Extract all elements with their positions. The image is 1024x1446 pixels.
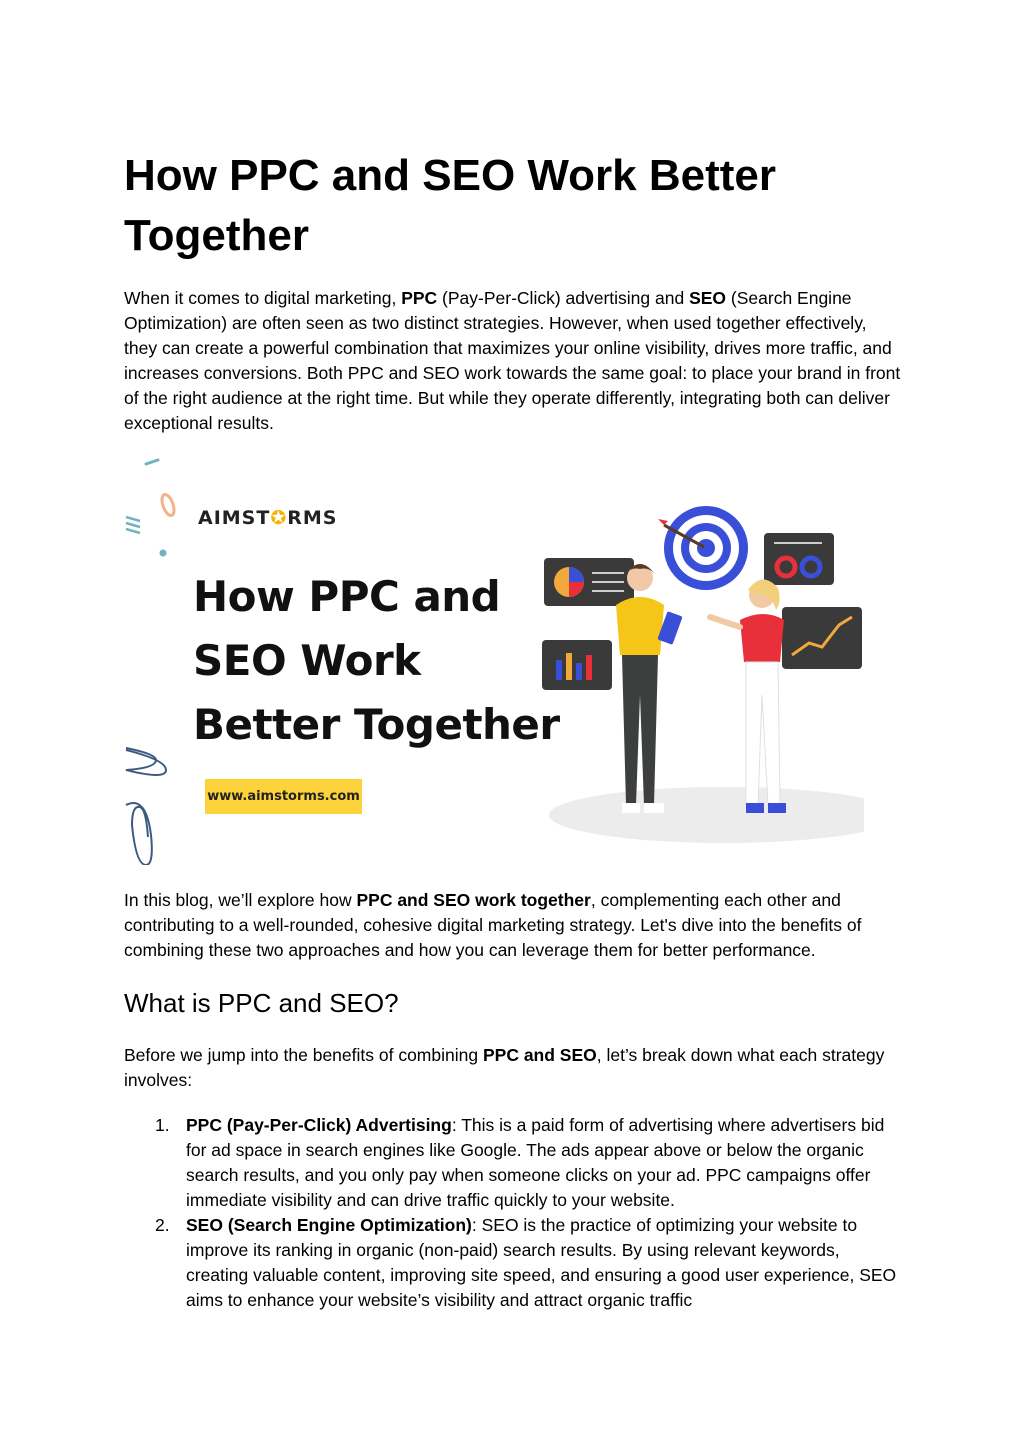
intro-text: (Search Engine Optimization) are often seen as two distinct strategies. However, when used together effectively, they can create a powerful combination that maximizes your online visibility, drives more traffic, and increases conversions. Both PPC and SEO work towards the same goal: to place your brand in front of the right audience at the right time. But while they operate differently, integrating both can deliver exceptional results. (124, 288, 901, 433)
section-heading: What is PPC and SEO? (124, 988, 399, 1018)
trend-chart-panel (782, 607, 862, 669)
section-bold: PPC and SEO (482, 1045, 597, 1065)
section-paragraph (124, 1043, 904, 1093)
person-woman (710, 579, 786, 813)
banner-url: www.aimstorms.com (205, 779, 362, 814)
list-number: 1. (155, 1115, 170, 1135)
blog-text: In this blog, we’ll explore how (124, 890, 357, 910)
donut-chart-panel (764, 533, 834, 585)
target-icon (658, 506, 748, 590)
section-text: Before we jump into the benefits of combining (124, 1045, 483, 1065)
gear-icon: ✪ (270, 507, 288, 529)
decoration-shapes (124, 455, 184, 865)
intro-bold-seo: SEO (689, 288, 727, 308)
banner-heading-line: How PPC and (193, 572, 501, 621)
list-item (124, 1113, 904, 1213)
list-number: 2. (155, 1215, 170, 1235)
list-item-term: SEO (Search Engine Optimization) (186, 1215, 472, 1235)
intro-text: When it comes to digital marketing, (124, 288, 402, 308)
person-man (616, 564, 683, 813)
page-title: How PPC and SEO Work Better Together (124, 151, 776, 260)
section-text: , let’s break down what each strategy involves: (124, 1045, 885, 1090)
blog-text: , complementing each other and contributing to a well-rounded, cohesive digital marketing strategy. Let's dive into the benefits of combining these two approaches and how you can leverage them for better performance. (124, 890, 862, 960)
brand-logo: AIMST✪RMS (198, 507, 338, 529)
banner-heading-line: SEO Work (193, 636, 421, 685)
blog-paragraph (124, 888, 904, 963)
hero-banner-image (124, 455, 864, 865)
intro-paragraph (124, 286, 904, 436)
list-item-text: : SEO is the practice of optimizing your website to improve its ranking in organic (non-paid) search results. By using relevant keywords, creating valuable content, improving site speed, and ensuring a good user experience, SEO aims to enhance your website’s visibility and attract organic traffic (186, 1215, 897, 1310)
intro-bold-ppc: PPC (401, 288, 438, 308)
definition-list (124, 1113, 904, 1313)
list-item (124, 1213, 904, 1313)
list-item-term: PPC (Pay-Per-Click) Advertising (186, 1115, 452, 1135)
banner-heading-line: Better Together (193, 700, 560, 749)
list-item-text: : This is a paid form of advertising where advertisers bid for ad space in search engines like Google. The ads appear above or below the organic search results, and you only pay when someone clicks on your ad. PPC campaigns offer immediate visibility and can drive traffic quickly to your website. (186, 1115, 885, 1210)
intro-text: (Pay-Per-Click) advertising and (437, 288, 690, 308)
illustration-people-analytics (524, 495, 864, 865)
blog-bold: PPC and SEO work together (356, 890, 591, 910)
